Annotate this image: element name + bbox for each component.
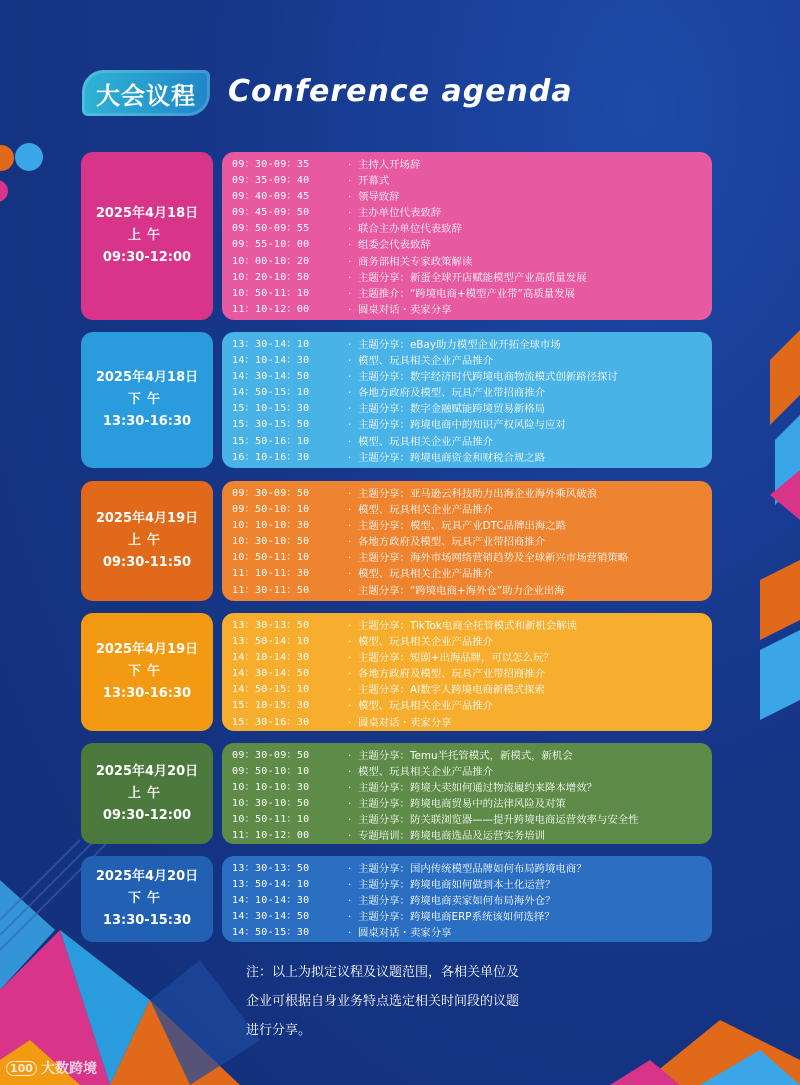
agenda-item xyxy=(232,353,702,369)
agenda-item-time: 10：30-10：50 xyxy=(232,536,310,548)
agenda-item-time: 14：10-14：30 xyxy=(232,652,310,664)
agenda-item-time: 13：30-14：10 xyxy=(232,339,310,350)
agenda-item xyxy=(232,417,702,433)
agenda-item-time: 09：30-09：50 xyxy=(232,488,310,499)
agenda-item-time: 14：30-14：50 xyxy=(232,371,310,383)
agenda-item-time: 10：10-10：30 xyxy=(232,520,310,532)
agenda-item xyxy=(232,302,702,318)
agenda-item-title: 主办单位代表致辞 xyxy=(358,207,442,220)
bullet-icon: · xyxy=(348,504,352,517)
session-time: 09:30-11:50 xyxy=(102,555,192,570)
bullet-icon: · xyxy=(348,271,352,284)
agenda-item-title: 主题分享：短剧+出海品牌，可以怎么玩？ xyxy=(358,652,554,665)
bullet-icon: · xyxy=(348,584,352,597)
agenda-item xyxy=(232,486,702,502)
agenda-item-title: 主题分享：跨境电商卖家如何布局海外仓？ xyxy=(358,895,556,908)
bullet-icon: · xyxy=(348,303,352,316)
agenda-item-time: 13：50-14：10 xyxy=(232,636,310,648)
bullet-icon: · xyxy=(348,782,352,795)
session-block xyxy=(81,743,712,844)
agenda-item xyxy=(232,450,702,466)
session-period: 上午 xyxy=(127,533,166,548)
agenda-item xyxy=(232,566,702,582)
agenda-item xyxy=(232,369,702,385)
agenda-item xyxy=(232,877,702,893)
bullet-icon: · xyxy=(348,488,352,500)
note-line: 企业可根据自身业务特点选定相关时间段的议题 xyxy=(246,994,520,1009)
session-date: 2025年4月18日 xyxy=(95,370,199,385)
agenda-item xyxy=(232,828,702,844)
agenda-item-time: 10：30-10：50 xyxy=(232,798,310,810)
bullet-icon: · xyxy=(348,879,352,892)
agenda-item-time: 09：30-09：50 xyxy=(232,750,310,761)
bullet-icon: · xyxy=(348,700,352,713)
agenda-item-title: 模型、玩具相关企业产品推介 xyxy=(358,636,494,649)
agenda-item xyxy=(232,618,702,634)
session-date-box xyxy=(81,613,213,731)
agenda-item-title: 专题培训：跨境电商选品及运营实务培训 xyxy=(358,830,546,843)
agenda-item-title: 主题分享：国内传统模型品牌如何布局跨境电商？ xyxy=(358,863,587,875)
agenda-item xyxy=(232,270,702,286)
agenda-item-title: 主题分享：亚马逊云科技助力出海企业海外乘风破浪 xyxy=(358,488,597,500)
agenda-item xyxy=(232,189,702,205)
agenda-item-title: 开幕式 xyxy=(358,175,390,188)
agenda-item xyxy=(232,518,702,534)
bullet-icon: · xyxy=(348,716,352,729)
agenda-item-title: 模型、玩具相关企业产品推介 xyxy=(358,355,494,368)
agenda-item-time: 10：00-10：20 xyxy=(232,255,310,267)
agenda-item xyxy=(232,748,702,764)
session-time: 09:30-12:00 xyxy=(102,807,192,823)
agenda-item-time: 15：10-15：30 xyxy=(232,700,310,712)
bullet-icon: · xyxy=(348,207,352,220)
agenda-title-cn: 大会议程 xyxy=(96,81,196,110)
bullet-icon: · xyxy=(348,668,352,681)
bullet-icon: · xyxy=(348,636,352,649)
agenda-item-title: 主题分享：新蛋全球开店赋能模型产业高质量发展 xyxy=(358,271,587,284)
note-line: 进行分享。 xyxy=(246,1023,312,1038)
brand-logo-text: 大数跨境 xyxy=(40,1061,97,1077)
agenda-item xyxy=(232,715,702,731)
bullet-icon: · xyxy=(348,814,352,827)
agenda-item-title: 圆桌对话・卖家分享 xyxy=(358,303,452,316)
agenda-item-title: 领导致辞 xyxy=(358,191,400,204)
bullet-icon: · xyxy=(348,798,352,811)
bullet-icon: · xyxy=(348,403,352,416)
agenda-item-title: 主题分享：AI数字人跨境电商新模式探索 xyxy=(358,684,545,697)
agenda-item-title: 主题分享：跨境电商贸易中的法律风险及对策 xyxy=(358,798,566,811)
agenda-item-title: 主题分享：“跨境电商+海外仓”助力企业出海 xyxy=(358,584,565,597)
session-time: 13:30-16:30 xyxy=(102,414,192,429)
agenda-title-en: Conference agenda xyxy=(228,74,573,109)
session-agenda-box xyxy=(222,481,712,601)
agenda-item-title: 模型、玩具相关企业产品推介 xyxy=(358,568,494,581)
agenda-item-time: 11：10-12：00 xyxy=(232,830,310,842)
bullet-icon: · xyxy=(348,652,352,665)
agenda-item-time: 15：30-15：50 xyxy=(232,419,310,431)
agenda-item-title: 主题分享：跨境电商ERP系统该如何选择？ xyxy=(358,911,555,924)
agenda-item-title: 组委会代表致辞 xyxy=(358,239,431,252)
session-date: 2025年4月20日 xyxy=(95,763,199,779)
agenda-item-time: 14：30-14：50 xyxy=(232,668,310,680)
agenda-item-title: 主题分享：数字经济时代跨境电商物流模式创新路径探讨 xyxy=(358,371,618,384)
agenda-item-title: 模型、玩具相关企业产品推介 xyxy=(358,435,494,448)
session-time: 09:30-12:00 xyxy=(102,250,192,265)
session-period: 下午 xyxy=(127,392,166,407)
bullet-icon: · xyxy=(348,927,352,940)
agenda-item-title: 主题分享：跨境电商如何做到本土化运营？ xyxy=(358,879,556,892)
bullet-icon: · xyxy=(348,895,352,908)
session-date: 2025年4月18日 xyxy=(95,206,199,221)
agenda-item xyxy=(232,812,702,828)
agenda-item xyxy=(232,796,702,812)
agenda-item-title: 圆桌对话・卖家分享 xyxy=(358,927,452,940)
agenda-item-time: 13：30-13：50 xyxy=(232,620,310,631)
session-time: 13:30-16:30 xyxy=(102,686,192,701)
agenda-item-time: 09：50-09：55 xyxy=(232,223,310,235)
agenda-item-title: 各地方政府及模型、玩具产业带招商推介 xyxy=(358,668,546,681)
session-date-box xyxy=(81,856,213,942)
agenda-item-time: 13：30-13：50 xyxy=(232,863,310,874)
agenda-item xyxy=(232,893,702,909)
bullet-icon: · xyxy=(348,175,352,188)
agenda-item xyxy=(232,534,702,550)
session-block xyxy=(81,856,712,942)
agenda-item xyxy=(232,205,702,221)
agenda-item xyxy=(232,237,702,253)
agenda-item-title: 联合主办单位代表致辞 xyxy=(358,223,462,236)
agenda-item-title: 主题分享：跨境大卖如何通过物流履约来降本增效？ xyxy=(358,782,597,795)
agenda-item-time: 11：10-12：00 xyxy=(232,303,310,315)
brand-logo xyxy=(6,1058,97,1078)
agenda-item-title: 主持人开场辞 xyxy=(358,159,421,171)
session-date: 2025年4月19日 xyxy=(95,511,199,526)
agenda-item-time: 09：30-09：35 xyxy=(232,159,310,170)
bullet-icon: · xyxy=(348,536,352,549)
bullet-icon: · xyxy=(348,255,352,268)
session-block xyxy=(81,152,712,320)
bullet-icon: · xyxy=(348,552,352,565)
agenda-item-time: 10：50-11：10 xyxy=(232,287,310,299)
agenda-item-time: 15：30-16：30 xyxy=(232,716,310,728)
agenda-item-title: 主题推介：“跨境电商+模型产业带”高质量发展 xyxy=(358,287,575,300)
session-date-box xyxy=(81,481,213,601)
session-date-box xyxy=(81,152,213,320)
agenda-item xyxy=(232,434,702,450)
agenda-item-time: 11：30-11：50 xyxy=(232,584,310,596)
bullet-icon: · xyxy=(348,287,352,300)
agenda-item-time: 14：50-15：10 xyxy=(232,684,310,696)
agenda-item-title: 圆桌对话・卖家分享 xyxy=(358,716,452,729)
agenda-item xyxy=(232,337,702,353)
agenda-item-title: 主题分享：eBay助力模型企业开拓全球市场 xyxy=(358,339,561,351)
session-period: 下午 xyxy=(127,891,166,906)
agenda-item-time: 09：55-10：00 xyxy=(232,239,310,251)
bullet-icon: · xyxy=(348,191,352,204)
session-agenda-box xyxy=(222,743,712,844)
bullet-icon: · xyxy=(348,830,352,843)
agenda-item-time: 15：10-15：30 xyxy=(232,403,310,415)
agenda-item-time: 10：10-10：30 xyxy=(232,782,310,794)
agenda-title-badge xyxy=(82,70,210,116)
agenda-item-time: 09：35-09：40 xyxy=(232,175,310,187)
agenda-item-title: 各地方政府及模型、玩具产业带招商推介 xyxy=(358,387,546,400)
session-date: 2025年4月20日 xyxy=(95,869,199,884)
agenda-item-time: 10：50-11：10 xyxy=(232,814,310,826)
agenda-item xyxy=(232,925,702,941)
session-block xyxy=(81,613,712,731)
agenda-item-title: 模型、玩具相关企业产品推介 xyxy=(358,504,494,517)
agenda-item-time: 11：10-11：30 xyxy=(232,568,310,580)
bullet-icon: · xyxy=(348,371,352,384)
bullet-icon: · xyxy=(348,159,352,171)
session-period: 上午 xyxy=(127,228,166,243)
agenda-item xyxy=(232,173,702,189)
session-period: 下午 xyxy=(127,664,166,679)
agenda-item xyxy=(232,502,702,518)
session-agenda-box xyxy=(222,613,712,731)
session-period: 上午 xyxy=(127,785,166,801)
agenda-item xyxy=(232,401,702,417)
bullet-icon: · xyxy=(348,339,352,351)
bullet-icon: · xyxy=(348,520,352,533)
agenda-item xyxy=(232,157,702,173)
brand-logo-mark: 100 xyxy=(6,1061,37,1076)
agenda-item-time: 09：50-10：10 xyxy=(232,766,310,778)
agenda-item-time: 15：50-16：10 xyxy=(232,435,310,447)
bullet-icon: · xyxy=(348,863,352,875)
session-block xyxy=(81,481,712,601)
bullet-icon: · xyxy=(348,435,352,448)
note-line: 注：以上为拟定议程及议题范围，各相关单位及 xyxy=(246,965,520,980)
bullet-icon: · xyxy=(348,387,352,400)
bullet-icon: · xyxy=(348,419,352,432)
agenda-item xyxy=(232,698,702,714)
agenda-item-title: 商务部相关专家政策解读 xyxy=(358,255,473,268)
agenda-item xyxy=(232,286,702,302)
agenda-item-time: 10：20-10：50 xyxy=(232,271,310,283)
session-block xyxy=(81,332,712,468)
session-date-box xyxy=(81,743,213,844)
session-date-box xyxy=(81,332,213,468)
agenda-item-title: 主题分享：Temu半托管模式，新模式，新机会 xyxy=(358,750,573,762)
agenda-item xyxy=(232,550,702,566)
agenda-item-time: 09：40-09：45 xyxy=(232,191,310,203)
agenda-item-time: 10：50-11：10 xyxy=(232,552,310,564)
bullet-icon: · xyxy=(348,451,352,464)
agenda-item-title: 模型、玩具相关企业产品推介 xyxy=(358,700,494,713)
agenda-item xyxy=(232,682,702,698)
agenda-item-time: 09：45-09：50 xyxy=(232,207,310,219)
agenda-item-title: 主题分享：防关联浏览器——提升跨境电商运营效率与安全性 xyxy=(358,814,639,827)
agenda-item-time: 14：30-14：50 xyxy=(232,911,310,923)
agenda-item xyxy=(232,666,702,682)
agenda-item-title: 主题分享：跨境电商资金和财税合规之路 xyxy=(358,451,546,464)
agenda-item-time: 14：50-15：10 xyxy=(232,387,310,399)
bullet-icon: · xyxy=(348,911,352,924)
bullet-icon: · xyxy=(348,750,352,762)
session-agenda-box xyxy=(222,152,712,320)
agenda-item-title: 主题分享：海外市场网络营销趋势及全球新兴市场营销策略 xyxy=(358,552,629,565)
agenda-item-title: 各地方政府及模型、玩具产业带招商推介 xyxy=(358,536,546,549)
session-agenda-box xyxy=(222,332,712,468)
agenda-item xyxy=(232,861,702,877)
agenda-item-title: 主题分享：跨境电商中的知识产权风险与应对 xyxy=(358,419,566,432)
session-date: 2025年4月19日 xyxy=(95,642,199,657)
agenda-item xyxy=(232,634,702,650)
bullet-icon: · xyxy=(348,766,352,779)
agenda-item-time: 14：10-14：30 xyxy=(232,895,310,907)
agenda-item xyxy=(232,221,702,237)
session-agenda-box xyxy=(222,856,712,942)
agenda-item xyxy=(232,385,702,401)
agenda-item xyxy=(232,650,702,666)
agenda-note xyxy=(246,958,576,1045)
agenda-item-time: 16：10-16：30 xyxy=(232,451,310,463)
agenda-item-time: 13：50-14：10 xyxy=(232,879,310,891)
agenda-item-title: 主题分享：模型、玩具产业DTC品牌出海之路 xyxy=(358,520,567,533)
agenda-item-title: 主题分享：数字金融赋能跨境贸易新格局 xyxy=(358,403,546,416)
agenda-item xyxy=(232,780,702,796)
bullet-icon: · xyxy=(348,355,352,368)
bullet-icon: · xyxy=(348,223,352,236)
bullet-icon: · xyxy=(348,684,352,697)
bullet-icon: · xyxy=(348,239,352,252)
bullet-icon: · xyxy=(348,568,352,581)
agenda-item xyxy=(232,764,702,780)
agenda-item xyxy=(232,254,702,270)
bullet-icon: · xyxy=(348,620,352,632)
session-time: 13:30-15:30 xyxy=(102,913,192,928)
agenda-item-time: 14：50-15：30 xyxy=(232,927,310,939)
agenda-item xyxy=(232,583,702,599)
agenda-item-title: 主题分享：TikTok电商全托管模式和新机会解读 xyxy=(358,620,577,632)
agenda-item-title: 模型、玩具相关企业产品推介 xyxy=(358,766,494,779)
agenda-item-time: 09：50-10：10 xyxy=(232,504,310,516)
agenda-item xyxy=(232,909,702,925)
agenda-item-time: 14：10-14：30 xyxy=(232,355,310,367)
